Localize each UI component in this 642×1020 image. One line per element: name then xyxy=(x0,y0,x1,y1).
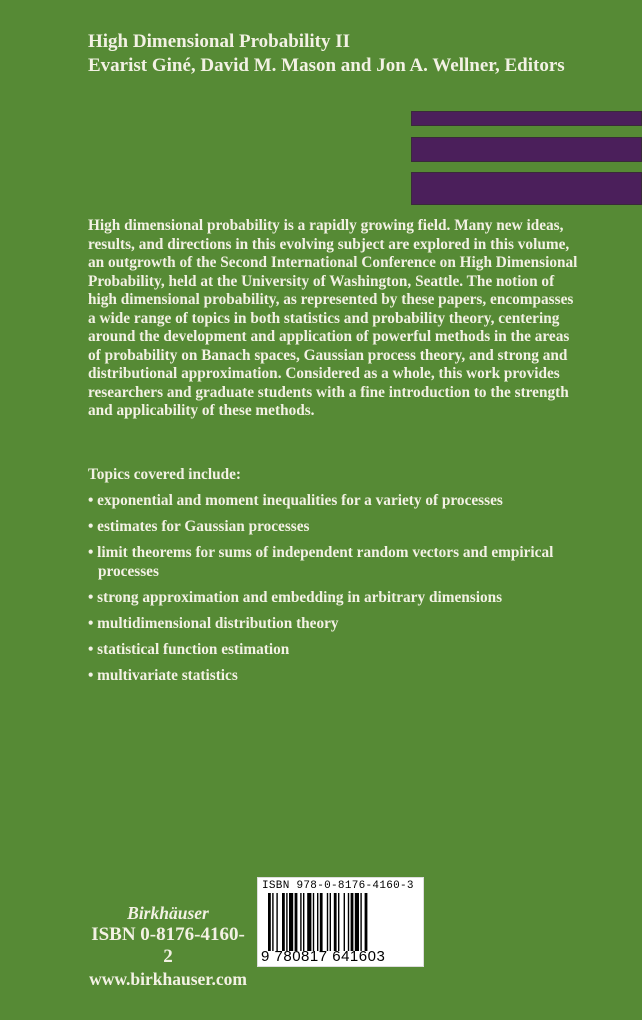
description-line: an outgrowth of the Second International Conference on High Dimensional xyxy=(88,254,578,271)
description-line: High dimensional probability is a rapidly growing field. Many new ideas, xyxy=(88,217,564,234)
barcode-stripe xyxy=(317,893,318,951)
decorative-bar xyxy=(411,111,642,126)
barcode-stripe xyxy=(307,893,311,951)
barcode-stripe xyxy=(338,893,339,951)
topic-item xyxy=(88,544,553,581)
barcode-stripe xyxy=(286,893,287,951)
topic-item-continuation: processes xyxy=(98,562,159,580)
barcode-stripe xyxy=(289,893,293,951)
publisher-name: Birkhäuser xyxy=(127,903,209,923)
barcode-stripe xyxy=(320,893,323,951)
barcode-stripe xyxy=(276,893,277,951)
description-line: researchers and graduate students with a fine introduction to the strength xyxy=(88,383,569,401)
barcode-isbn13: ISBN 978-0-8176-4160-3 xyxy=(262,880,414,892)
editors: Evarist Giné, David M. Mason and Jon A. Wellner, Editors xyxy=(88,55,565,76)
barcode-stripe xyxy=(351,893,354,951)
barcode-number: 9 780817 641603 xyxy=(261,948,386,965)
barcode-stripe xyxy=(355,893,359,951)
topic-item-text: • limit theorems for sums of independent random vectors and empirical xyxy=(88,544,554,561)
description-line: of probability on Banach spaces, Gaussian process theory, and strong and xyxy=(88,346,568,364)
publisher-url: www.birkhauser.com xyxy=(89,969,247,989)
barcode-stripe xyxy=(330,893,331,951)
decorative-bar xyxy=(411,137,642,162)
barcode-stripe xyxy=(268,893,271,951)
barcode-stripe xyxy=(313,893,314,951)
barcode-stripe xyxy=(272,893,273,951)
barcode-stripe xyxy=(282,893,285,951)
topic-item: • multidimensional distribution theory xyxy=(88,614,339,632)
barcode-stripe xyxy=(348,893,349,951)
barcode-stripe xyxy=(344,893,345,951)
barcode-stripe xyxy=(334,893,337,951)
topic-item: • estimates for Gaussian processes xyxy=(88,518,310,535)
topics-list xyxy=(88,466,553,685)
publisher-isbn: ISBN 0-8176-4160-2 xyxy=(91,924,245,967)
publisher-block xyxy=(88,902,248,990)
description-line: results, and directions in this evolving subject are explored in this volume, xyxy=(88,235,570,253)
description-line: around the development and application of powerful methods in the areas xyxy=(88,328,570,345)
description-line: a wide range of topics in both statistics and probability theory, centering xyxy=(88,309,560,327)
barcode-stripe xyxy=(300,893,301,951)
description xyxy=(88,217,577,421)
description-line: distributional approximation. Considered as a whole, this work provides xyxy=(88,365,560,382)
description-line: high dimensional probability, as represented by these papers, encompasses xyxy=(88,291,574,308)
topic-item: • multivariate statistics xyxy=(88,666,238,684)
book-title: High Dimensional Probability II xyxy=(88,31,351,52)
barcode-stripe xyxy=(295,893,298,951)
topic-item: • exponential and moment inequalities for a variety of processes xyxy=(88,492,503,509)
barcode-stripe xyxy=(327,893,328,951)
barcode-bars xyxy=(268,893,418,951)
decorative-bar xyxy=(411,172,642,205)
barcode-stripe xyxy=(365,893,368,951)
topics-heading: Topics covered include: xyxy=(88,466,241,483)
topic-item: • statistical function estimation xyxy=(88,640,290,658)
description-line: and applicability of these methods. xyxy=(88,402,315,419)
description-line: Probability, held at the University of Washington, Seattle. The notion of xyxy=(88,272,555,290)
barcode-stripe xyxy=(360,893,361,951)
barcode xyxy=(257,877,424,967)
barcode-stripe xyxy=(303,893,304,951)
topic-item: • strong approximation and embedding in arbitrary dimensions xyxy=(88,588,503,606)
